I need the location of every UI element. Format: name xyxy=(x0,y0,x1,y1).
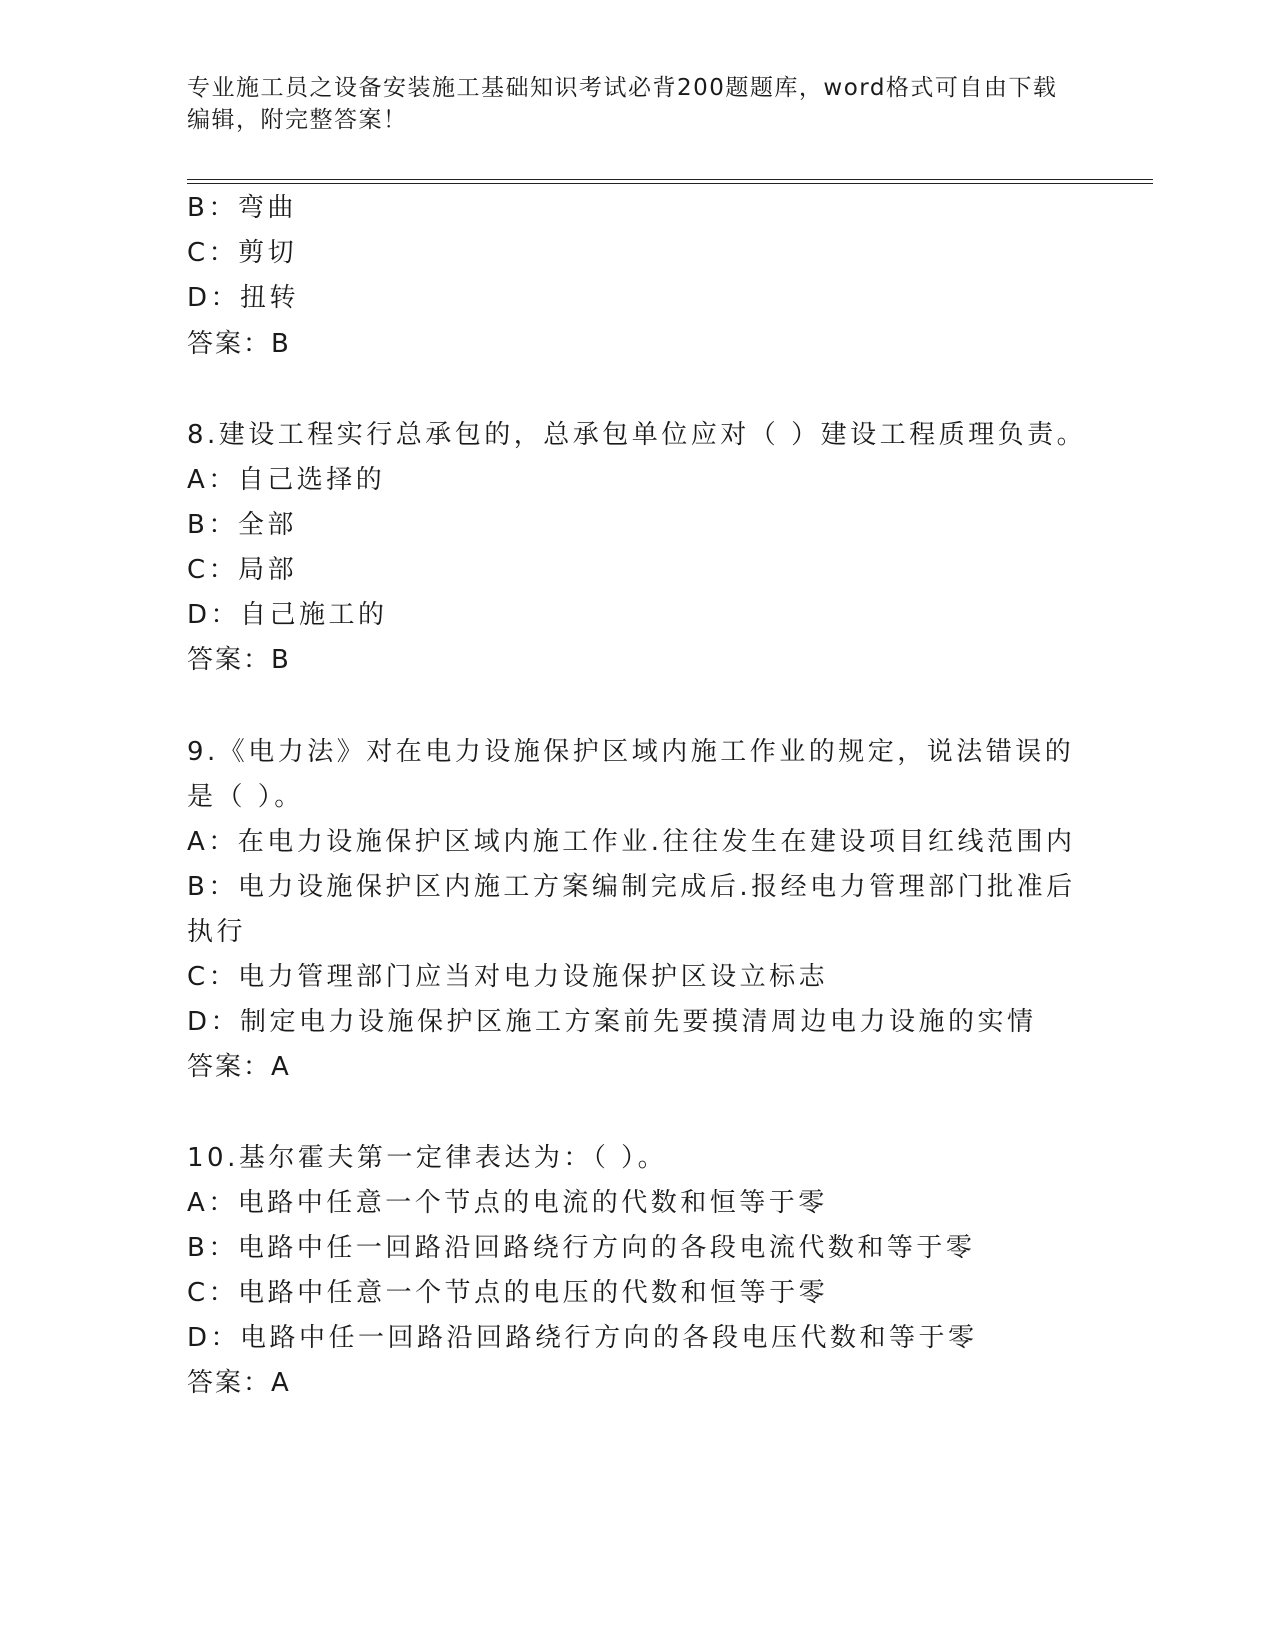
option-b: B：电力设施保护区内施工方案编制完成后.报经电力管理部门批准后 xyxy=(187,872,1076,902)
option-b-continued: 执行 xyxy=(187,917,247,947)
option-b: B：电路中任一回路沿回路绕行方向的各段电流代数和等于零 xyxy=(187,1233,976,1263)
question-stem-continued: 是（ ）。 xyxy=(187,782,304,812)
option-d: D：扭转 xyxy=(187,283,300,313)
option-b: B：弯曲 xyxy=(187,193,297,223)
page-header xyxy=(187,72,1087,136)
header-line-1: 专业施工员之设备安装施工基础知识考试必背200题题库，word格式可自由下载 xyxy=(187,75,1058,101)
option-c: C：局部 xyxy=(187,555,298,585)
answer: 答案：A xyxy=(187,1052,291,1082)
header-divider xyxy=(187,179,1153,184)
header-line-2: 编辑，附完整答案！ xyxy=(187,107,408,133)
option-c: C：电力管理部门应当对电力设施保护区设立标志 xyxy=(187,962,829,992)
question-stem: 10.基尔霍夫第一定律表达为：（ ）。 xyxy=(187,1143,668,1173)
option-d: D：自己施工的 xyxy=(187,600,388,630)
option-a: A：自己选择的 xyxy=(187,465,386,495)
question-stem: 8.建设工程实行总承包的，总承包单位应对（ ）建设工程质理负责。 xyxy=(187,420,1087,450)
option-b: B：全部 xyxy=(187,510,297,540)
answer: 答案：B xyxy=(187,645,291,675)
answer: 答案：B xyxy=(187,329,291,359)
option-d: D：制定电力设施保护区施工方案前先要摸清周边电力设施的实情 xyxy=(187,1007,1037,1037)
option-c: C：剪切 xyxy=(187,238,298,268)
option-d: D：电路中任一回路沿回路绕行方向的各段电压代数和等于零 xyxy=(187,1323,978,1353)
option-a: A：电路中任意一个节点的电流的代数和恒等于零 xyxy=(187,1188,828,1218)
option-c: C：电路中任意一个节点的电压的代数和恒等于零 xyxy=(187,1278,829,1308)
question-stem: 9.《电力法》对在电力设施保护区域内施工作业的规定，说法错误的 xyxy=(187,737,1075,767)
answer: 答案：A xyxy=(187,1368,291,1398)
option-a: A：在电力设施保护区域内施工作业.往往发生在建设项目红线范围内 xyxy=(187,827,1076,857)
